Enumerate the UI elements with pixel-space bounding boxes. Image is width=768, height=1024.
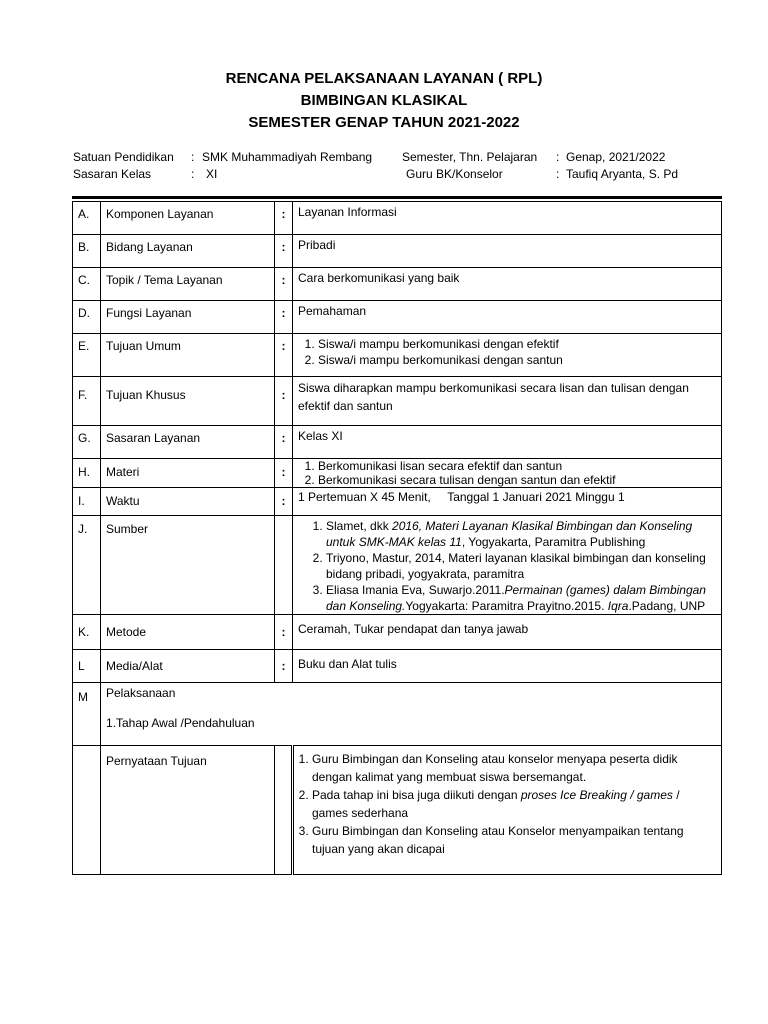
list-item: 2. Berkomunikasi secara tulisan dengan santun dan efektif [318, 473, 716, 487]
table-row [73, 459, 722, 488]
row-colon: : [275, 202, 293, 235]
table-row [73, 615, 722, 650]
document-subtitle: BIMBINGAN KLASIKAL [300, 92, 468, 109]
row-value: 1 Pertemuan X 45 Menit, Tanggal 1 Januari 2021 Minggu 1 [293, 488, 722, 516]
row-label: Tujuan Khusus [101, 377, 275, 426]
row-code: G. [73, 426, 101, 459]
meta-semester-sep: : [556, 150, 560, 164]
row-code: J. [73, 516, 101, 615]
meta-guru-label: Guru BK/Konselor [406, 167, 503, 181]
table-row [73, 268, 722, 301]
row-label: Media/Alat [101, 650, 275, 683]
row-colon: : [275, 488, 293, 516]
list-item: 3. Eliasa Imania Eva, Suwarjo.2011.Permainan (games) dalam Bimbingan dan Konseling.Yogyakarta: Paramitra Prayitno.2015. Iqra.Padang, UNP [326, 582, 716, 614]
table-row [73, 650, 722, 683]
row-code: C. [73, 268, 101, 301]
row-colon: : [275, 459, 293, 488]
row-value: Pribadi [293, 235, 722, 268]
header-divider [72, 196, 722, 199]
row-colon: : [275, 650, 293, 683]
row-label: Materi [101, 459, 275, 488]
row-value: Cara berkomunikasi yang baik [293, 268, 722, 301]
row-code: H. [73, 459, 101, 488]
row-value: Buku dan Alat tulis [293, 650, 722, 683]
row-code: F. [73, 377, 101, 426]
row-code: I. [73, 488, 101, 516]
table-row [73, 488, 722, 516]
row-value: Layanan Informasi [293, 202, 722, 235]
meta-sasaran-value: XI [206, 167, 218, 181]
meta-guru-sep: : [556, 167, 560, 181]
table-row [73, 746, 722, 875]
list-item: 1. Slamet, dkk 2016, Materi Layanan Klasikal Bimbingan dan Konseling untuk SMK-MAK kelas 11, Yogyakarta, Paramitra Publishing [326, 518, 716, 550]
row-label: Tujuan Umum [101, 334, 275, 377]
meta-sasaran-sep: : [191, 167, 195, 181]
row-value: Pemahaman [293, 301, 722, 334]
row-code: E. [73, 334, 101, 377]
row-colon: : [275, 268, 293, 301]
row-colon: : [275, 426, 293, 459]
row-value [293, 334, 722, 377]
row-code [73, 746, 101, 875]
row-section [101, 683, 722, 746]
list-item: 2. Pada tahap ini bisa juga diikuti dengan proses Ice Breaking / games / games sederhana [312, 786, 716, 822]
row-colon [275, 516, 293, 615]
meta-satuan-sep: : [191, 150, 195, 164]
table-row [73, 683, 722, 746]
row-value [293, 516, 722, 615]
section-subheading: 1.Tahap Awal /Pendahuluan [106, 716, 255, 730]
row-label: Bidang Layanan [101, 235, 275, 268]
table-row [73, 516, 722, 615]
row-label: Fungsi Layanan [101, 301, 275, 334]
list-item: 1. Siswa/i mampu berkomunikasi dengan efektif [318, 336, 716, 352]
row-colon: : [275, 615, 293, 650]
table-row [73, 235, 722, 268]
row-label: Komponen Layanan [101, 202, 275, 235]
list-item: 1. Guru Bimbingan dan Konseling atau konselor menyapa peserta didik dengan kalimat yang membuat siswa bersemangat. [312, 750, 716, 786]
table-row [73, 377, 722, 426]
row-colon: : [275, 334, 293, 377]
list-item: 2. Siswa/i mampu berkomunikasi dengan santun [318, 352, 716, 368]
row-label: Sasaran Layanan [101, 426, 275, 459]
row-label: Pernyataan Tujuan [101, 746, 275, 875]
table-row [73, 301, 722, 334]
row-value: Siswa diharapkan mampu berkomunikasi secara lisan dan tulisan dengan efektif dan santun [293, 377, 722, 426]
table-row [73, 426, 722, 459]
row-colon: : [275, 377, 293, 426]
document-semester-title: SEMESTER GENAP TAHUN 2021-2022 [248, 114, 520, 131]
row-value [293, 746, 722, 875]
row-colon: : [275, 235, 293, 268]
meta-semester-label: Semester, Thn. Pelajaran [402, 150, 538, 164]
list-item: 1. Berkomunikasi lisan secara efektif dan santun [318, 459, 716, 473]
table-row [73, 334, 722, 377]
row-value: Kelas XI [293, 426, 722, 459]
section-heading: Pelaksanaan [106, 686, 176, 700]
meta-sasaran-label: Sasaran Kelas [73, 167, 152, 181]
row-label: Metode [101, 615, 275, 650]
list-item: 3. Guru Bimbingan dan Konseling atau Konselor menyampaikan tentang tujuan yang akan dicapai [312, 822, 716, 858]
row-code: K. [73, 615, 101, 650]
row-code: L [73, 650, 101, 683]
row-code: M [73, 683, 101, 746]
row-label: Waktu [101, 488, 275, 516]
row-code: D. [73, 301, 101, 334]
row-value: Ceramah, Tukar pendapat dan tanya jawab [293, 615, 722, 650]
table-row [73, 202, 722, 235]
row-label: Topik / Tema Layanan [101, 268, 275, 301]
row-value [293, 459, 722, 488]
meta-satuan-label: Satuan Pendidikan [73, 150, 174, 164]
row-label: Sumber [101, 516, 275, 615]
row-colon: : [275, 301, 293, 334]
row-code: A. [73, 202, 101, 235]
meta-guru-value: Taufiq Aryanta, S. Pd [566, 167, 679, 181]
document-title: RENCANA PELAKSANAAN LAYANAN ( RPL) [225, 70, 543, 87]
rpl-table [72, 201, 722, 875]
meta-semester-value: Genap, 2021/2022 [566, 150, 666, 164]
list-item: 2. Triyono, Mastur, 2014, Materi layanan klasikal bimbingan dan konseling bidang pribadi, yogyakrata, paramitra [326, 550, 716, 582]
row-code: B. [73, 235, 101, 268]
meta-satuan-value: SMK Muhammadiyah Rembang [202, 150, 373, 164]
row-colon [275, 746, 293, 875]
